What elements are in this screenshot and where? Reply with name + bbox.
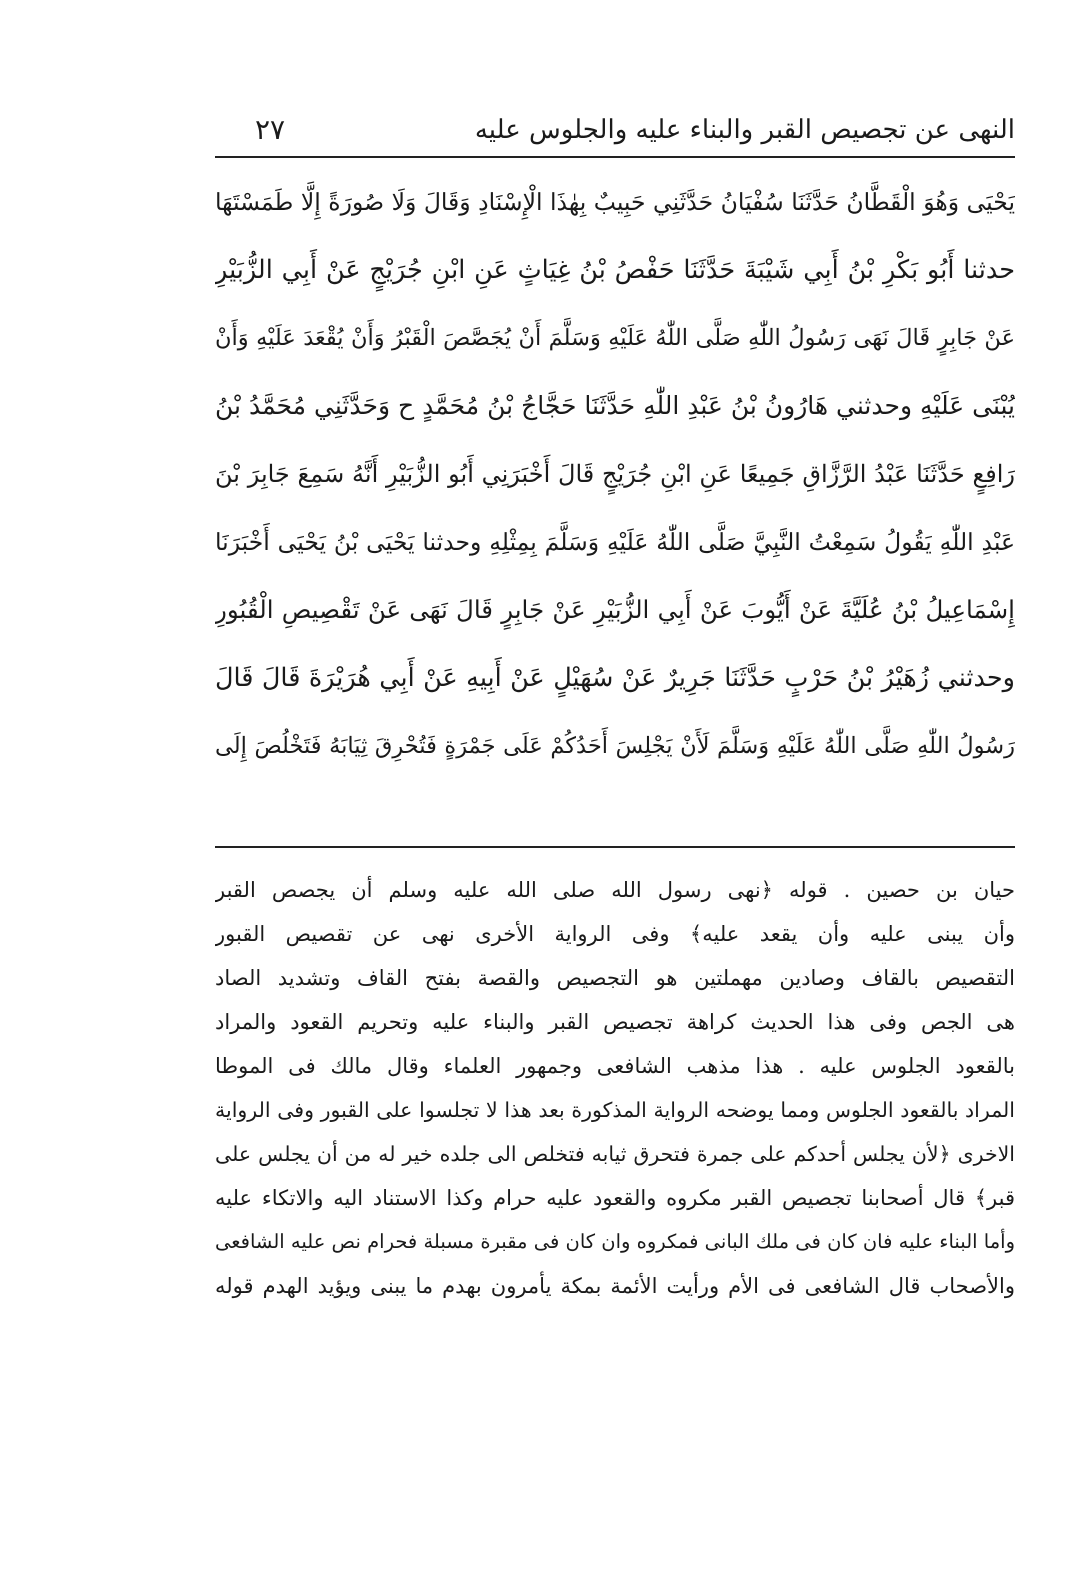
commentary-line: وأن يبنى عليه وأن يقعد عليه﴾ وفى الرواية الأخرى نهى عن تقصيص القبور bbox=[215, 922, 1015, 946]
hadith-line: رَافِعٍ حَدَّثَنَا عَبْدُ الرَّزَّاقِ جَمِيعًا عَنِ ابْنِ جُرَيْجٍ قَالَ أَخْبَرَنِي أَبُو الزُّبَيْرِ أَنَّهُ سَمِعَ جَابِرَ بْنَ bbox=[215, 460, 1015, 488]
hadith-line: رَسُولُ اللّٰهِ صَلَّى اللّٰهُ عَلَيْهِ وَسَلَّمَ لَأَنْ يَجْلِسَ أَحَدُكُمْ عَلَى جَمْرَةٍ فَتُحْرِقَ ثِيَابَهُ فَتَخْلُصَ إِلَى bbox=[215, 733, 1015, 759]
commentary-line: وأما البناء عليه فان كان فى ملك البانى فمكروه وان كان فى مقبرة مسبلة فحرام نص عليه الشافعى bbox=[215, 1230, 1015, 1253]
page-header bbox=[215, 108, 1015, 152]
commentary-line: الاخرى ﴿لأن يجلس أحدكم على جمرة فتحرق ثيابه فتخلص الى جلده خير له من أن يجلس على bbox=[215, 1142, 1015, 1166]
hadith-line: عَبْدِ اللّٰهِ يَقُولُ سَمِعْتُ النَّبِيَّ صَلَّى اللّٰهُ عَلَيْهِ وَسَلَّمَ بِمِثْلِهِ وحدثنا يَحْيَى بْنُ يَحْيَى أَخْبَرَنَا bbox=[215, 528, 1015, 556]
hadith-text bbox=[215, 168, 1015, 780]
commentary-line: حيان بن حصين . قوله ﴿نهى رسول الله صلى الله عليه وسلم أن يجصص القبر bbox=[215, 878, 1015, 902]
header-divider bbox=[215, 156, 1015, 158]
hadith-line: حدثنا أَبُو بَكْرِ بْنُ أَبِي شَيْبَةَ حَدَّثَنَا حَفْصُ بْنُ غِيَاثٍ عَنِ ابْنِ جُرَيْجٍ عَنْ أَبِي الزُّبَيْرِ bbox=[215, 255, 1015, 285]
page-number: ٢٧ bbox=[255, 113, 286, 146]
hadith-line: وحدثني زُهَيْرُ بْنُ حَرْبٍ حَدَّثَنَا جَرِيرٌ عَنْ سُهَيْلٍ عَنْ أَبِيهِ عَنْ أَبِي هُرَيْرَةَ قَالَ قَالَ bbox=[215, 663, 1015, 693]
hadith-line: يَحْيَى وَهُوَ الْقَطَّانُ حَدَّثَنَا سُفْيَانُ حَدَّثَنِي حَبِيبٌ بِهٰذَا الْإِسْنَادِ وَقَالَ وَلَا صُورَةً إِلَّا طَمَسْتَهَا bbox=[215, 188, 1015, 216]
chapter-title: النهى عن تجصيص القبر والبناء عليه والجلوس عليه bbox=[474, 115, 1015, 145]
commentary-line: المراد بالقعود الجلوس ومما يوضحه الرواية المذكورة بعد هذا لا تجلسوا على القبور وفى الرواية bbox=[215, 1098, 1015, 1122]
commentary-divider bbox=[215, 846, 1015, 848]
commentary-line: قبر﴾ قال أصحابنا تجصيص القبر مكروه والقعود عليه حرام وكذا الاستناد اليه والاتكاء عليه bbox=[215, 1186, 1015, 1210]
hadith-line: إِسْمَاعِيلُ بْنُ عُلَيَّةَ عَنْ أَيُّوبَ عَنْ أَبِي الزُّبَيْرِ عَنْ جَابِرٍ قَالَ نَهَى عَنْ تَقْصِيصِ الْقُبُورِ bbox=[215, 595, 1015, 624]
commentary-line: التقصيص بالقاف وصادين مهملتين هو التجصيص والقصة بفتح القاف وتشديد الصاد bbox=[215, 966, 1015, 990]
hadith-line: عَنْ جَابِرٍ قَالَ نَهَى رَسُولُ اللّٰهِ صَلَّى اللّٰهُ عَلَيْهِ وَسَلَّمَ أَنْ يُجَصَّصَ الْقَبْرُ وَأَنْ يُقْعَدَ عَلَيْهِ وَأَنْ bbox=[215, 325, 1015, 351]
commentary-line: والأصحاب قال الشافعى فى الأم ورأيت الأئمة بمكة يأمرون بهدم ما يبنى ويؤيد الهدم قوله bbox=[215, 1274, 1015, 1298]
commentary-line: هى الجص وفى هذا الحديث كراهة تجصيص القبر والبناء عليه وتحريم القعود والمراد bbox=[215, 1010, 1015, 1034]
commentary-text bbox=[215, 868, 1015, 1308]
commentary-line: بالقعود الجلوس عليه . هذا مذهب الشافعى وجمهور العلماء وقال مالك فى الموطا bbox=[215, 1054, 1015, 1078]
hadith-line: يُبْنَى عَلَيْهِ وحدثني هَارُونُ بْنُ عَبْدِ اللّٰهِ حَدَّثَنَا حَجَّاجُ بْنُ مُحَمَّدٍ ح وَحَدَّثَنِي مُحَمَّدُ بْنُ bbox=[215, 391, 1015, 420]
